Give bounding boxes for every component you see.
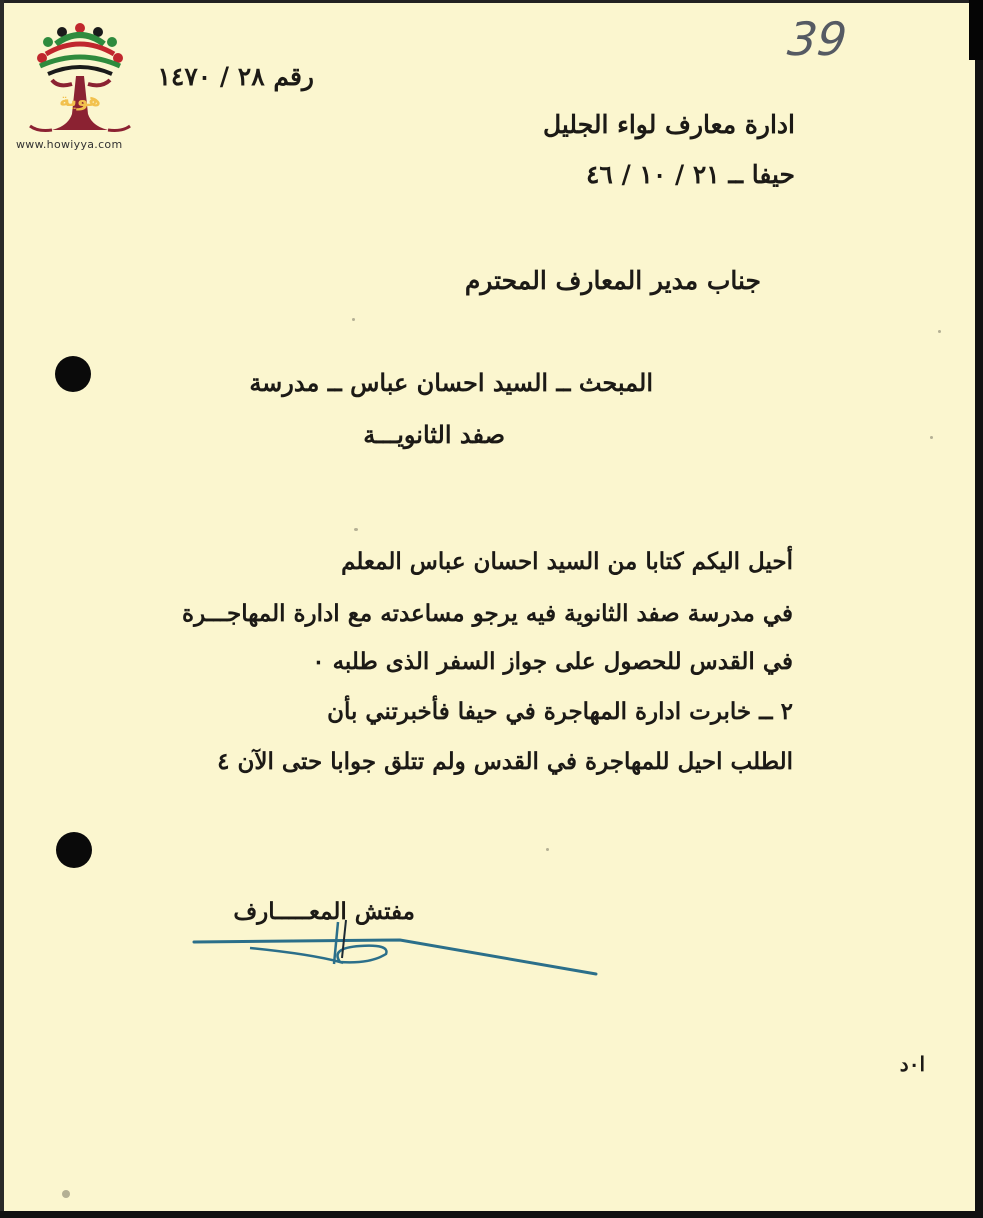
scan-edge-top (0, 0, 983, 3)
paper-speck (354, 528, 358, 531)
howiyya-logo-icon (18, 14, 143, 154)
watermark-url: www.howiyya.com (16, 138, 123, 151)
paper-speck (546, 848, 549, 851)
scan-edge-corner (969, 0, 983, 60)
department-name: ادارة معارف لواء الجليل (542, 110, 795, 139)
handwritten-signature (190, 918, 610, 988)
subject-line: صفد الثانويـــة (363, 420, 505, 449)
body-line: الطلب احيل للمهاجرة في القدس ولم تتلق جوابا حتى الآن ٤ (217, 748, 793, 775)
paper-speck (352, 318, 355, 321)
svg-text:هوية: هوية (59, 90, 101, 111)
paper-speck (62, 1190, 70, 1198)
paper-speck (930, 436, 933, 439)
addressee: جناب مدير المعارف المحترم (464, 266, 761, 295)
reference-number: رقم ٢٨ / ١٤٧٠ (157, 62, 314, 91)
body-line: في القدس للحصول على جواز السفر الذى طلبه ٠ (312, 648, 793, 675)
paper-speck (938, 330, 941, 333)
place-date: حيفا ــ ٢١ / ١٠ / ٤٦ (586, 160, 795, 189)
body-line: ٢ ــ خابرت ادارة المهاجرة في حيفا فأخبرتني بأن (327, 698, 793, 725)
scan-edge-bottom (0, 1211, 983, 1218)
body-line: في مدرسة صفد الثانوية فيه يرجو مساعدته مع ادارة المهاجـــرة (182, 600, 793, 627)
body-line: أحيل اليكم كتابا من السيد احسان عباس المعلم (341, 548, 793, 575)
scan-edge-left (0, 0, 4, 1218)
page-number: 39 (785, 12, 850, 66)
signer-title: مفتش المعـــــارف (233, 898, 415, 925)
subject-line: المبحث ــ السيد احسان عباس ــ مدرسة (249, 368, 653, 397)
punch-hole (56, 832, 92, 868)
scan-edge-right (975, 0, 983, 1218)
punch-hole (55, 356, 91, 392)
typist-initials: ا٠د (899, 1052, 925, 1076)
